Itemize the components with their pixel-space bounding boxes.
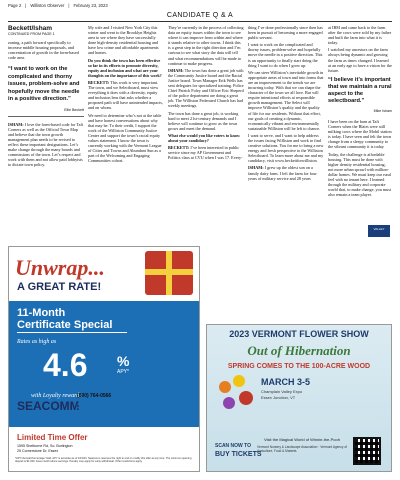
answer-paragraph (8, 122, 84, 168)
paragraph: zoning, a path forward specifically to increase middle housing proposals, and concentration of growth in the form-based code area. (8, 40, 79, 61)
paragraph: The town has done a great job, is working hard to meet 21st-century demands and I believe will continue to grow as the town grows and meet the demand. (168, 110, 239, 131)
issue-date: February 23, 2023 (73, 3, 108, 8)
page-header (8, 3, 392, 11)
question: What else would you like voters to know about your candidacy? (168, 132, 241, 143)
event-dates: MARCH 3-5 (261, 377, 311, 387)
buy-tickets-cta[interactable]: BUY TICKETS (215, 451, 262, 458)
paper-name: Williston Observer (30, 3, 65, 8)
answer-text: This work is very important. The town, and we Selectboard, must view everything it does with a diversity, equity and inclusion lens that asks whether a proposed path will have unintended impacts, and on whom. (88, 79, 163, 111)
article-column-1 (8, 25, 84, 243)
speaker-label: BECKETT: (168, 145, 190, 151)
ad-title: 2023 VERMONT FLOWER SHOW (229, 329, 369, 339)
rate-percent: % (117, 353, 130, 369)
article-column-5 (328, 25, 392, 243)
paragraph: I watched my ancestors on the farm always being dynamic and growing the farm as times changed. I learned at an early age to have a vision for the future. (328, 47, 392, 73)
paragraph: My wife and I visited New York City this winter and went to the Brooklyn Heights area to see where they have successfully done high-density residential housing and have low crime and affordable apartments and homes. (88, 25, 159, 56)
fine-print: *APY=Annual Percentage Yield. APY is accurate as of 1/15/23. SeaComm reserves the right to end or modify this offer at any time. The minimum opening deposit is $1,000. Fees could reduce earnings. Penalty may apply for early withdrawal. Other restrictions apply. (15, 457, 192, 463)
offer-certificate: Certificate Special (17, 319, 113, 331)
branch-address: 1595 Shelburne Rd, So. Burlington (17, 444, 73, 448)
ad-headline: Unwrap... (15, 255, 105, 280)
answer-text: The town has done a great job with the Community Justice board and the Racial Justice board. Town Manager Erik Wells has sent delegates for specialized training. Police Chief Patrick Foley and Officer Eric Sheperd of the police department are doing a great job. The Williston Federated Church has had weekly meetings. (168, 67, 244, 109)
header-separator: | (25, 3, 27, 8)
page-number: Page 2 (8, 3, 22, 8)
article-column-2 (88, 25, 164, 243)
paragraph: They’re currently in the process of collecting data on equity issues within the town to see where it can improve from within and where it stands relative to other towns. I think this is a great step in the right direction and I’m curious to see what story the data will tell and what recommendations will be made to continue to make progress. (168, 25, 244, 66)
qr-code-icon[interactable] (353, 437, 381, 465)
answer-paragraph (248, 165, 324, 180)
article-column-3 (168, 25, 244, 243)
question: Do you think the town has been effective so far in its efforts to promote diversity, equity and inclusion and what are your thoughts on the importance of this work? (88, 57, 162, 78)
loyalty-note: with Loyalty rewards (31, 393, 82, 399)
pull-quote-attribution: Ellie Beckett (8, 108, 84, 117)
paragraph: I want to work on the complicated and thorny issues, problem-solve and hopefully move the needle in a positive direction. This is an opportunity to finally start doing the thing I want to do when I grow up. (248, 42, 323, 68)
branch-address: 25 Cornerstone Dr, Essex (17, 449, 59, 453)
advertiser-badge: VALLEY (368, 225, 390, 237)
feature-line: Visit the Magical World of Winnie-the-Pooh (264, 437, 340, 442)
scan-prompt: SCAN NOW TO (215, 443, 252, 449)
answer-text: I’ve been interested in public service since my AP Government and Politics class at CVU when I was 17. Every- (168, 145, 243, 161)
paragraph: I have been on the barn at Taft Corners when the Blairs were still milking cows where the Mobil station is today. I have seen and felt the town change from a sleepy community to the vibrant community it is today. (328, 118, 392, 150)
answer-text: I love the form-based code for Taft Corners as well as the Official Town Map and believe that the town growth management plan needs to be revised to reflect these important designations. Let’s make change through the many boards and commissions of the town. Let’s respect and work with them and not allow paid lobbyists to dictate town policy. (8, 121, 84, 168)
continued-label: CONTINUED FROM PAGE 1 (8, 32, 55, 36)
paragraph: Today, the challenge is affordable housing. This must be done with higher density residential housing, not more urban sprawl with million-dollar homes. We must keep our rural feel with no tenant here. I learned through the military and corporate world that, to make change, you must also remain a team player. (328, 151, 392, 198)
speaker-label: ISHAM: (248, 165, 264, 171)
answer-text: I grew up the oldest son on a family dairy farm. I left the farm for four years of military service and 28 years (248, 165, 317, 181)
paragraph: at IBM and came back to the farm after the cows were sold by my father and built the farm into what it is today. (328, 25, 392, 46)
section-title: CANDIDATE Q & A (8, 12, 392, 22)
pull-quote: “I want to work on the complicated and thorny issues, problem-solve and hopefully move the needle in a positive direction.” (8, 66, 80, 103)
event-venue: Champlain Valley Expo (261, 389, 303, 394)
seacomm-advertisement[interactable] (8, 246, 200, 472)
event-location: Essex Junction, VT (261, 395, 296, 400)
pull-quote-attribution: Mike Isham (373, 108, 392, 113)
offer-term: 11-Month (17, 307, 66, 319)
rate-value: 4.6 (43, 347, 88, 383)
answer-paragraph (168, 145, 244, 160)
rate-apy: APY* (117, 369, 129, 375)
sponsors: Vermont Nursery & Landscape Association · Vermont Agency of Agriculture, Food & Markets (257, 445, 348, 453)
ad-website-link[interactable]: SeaComm.org (77, 401, 145, 412)
flower-show-advertisement[interactable] (206, 324, 392, 472)
ad-subhead: A GREAT RATE! (17, 281, 102, 293)
article-column-4 (248, 25, 324, 243)
speaker-label: BECKETT: (88, 79, 110, 85)
pull-quote: “I believe it’s important that we maintain a rural aspect to the selectboard.” (328, 76, 392, 104)
divider (17, 332, 127, 333)
ad-tagline: SPRING COMES TO THE 100-ACRE WOOD (227, 363, 371, 370)
paragraph: We need to determine who’s not at the table and have honest conversations about why that may be. To their credit, I support the work of the Williston Community Justice Center and support the town’s racial equity values statement. I know the town is currently working with the Vermont League of Cities and Towns and Abundant Sun as a part of the Welcoming and Engaging Communities cohort. (88, 112, 162, 164)
limited-offer: Limited Time Offer (17, 433, 88, 442)
ad-theme: Out of Hibernation (247, 343, 351, 358)
flower-illustration-icon (217, 375, 255, 415)
header-separator: | (68, 3, 70, 8)
paragraph: We can steer Williston’s inevitable growth in appropriate areas of town and into forms that are an improvement to the trends we are incurring today. With that we can shape the character of the town we all love. But will require intentional efforts at responsible growth management. The Select will improve Williston’s quality and the quality of life for our residents. Without that effort, our goals of creating a dynamic, economically vibrant and environmentally sustainable Williston will be left to chance. (248, 69, 324, 131)
answer-paragraph (88, 80, 164, 111)
answer-paragraph (168, 68, 244, 109)
paragraph: I want to serve, and I want to help address the issues facing Williston and work to find creative solutions. You for me to bring a new energy and fresh perspective to the Williston Selectboard. To learn more about me and my candidacy, visit www.beckettforwilliston. (248, 132, 324, 164)
article-byline: Beckett/Isham (8, 25, 53, 32)
brand-logo: SEACOMM (17, 399, 80, 413)
ad-phone[interactable]: (800) 764-0566 (77, 393, 112, 399)
speaker-label: ISHAM: (168, 67, 184, 73)
gift-box-icon (145, 251, 193, 295)
rate-lead-in: Rates as high as (17, 339, 57, 345)
paragraph: thing I’ve done professionally since then has been in pursuit of becoming a more engaged public servant. (248, 25, 323, 41)
speaker-label: ISHAM: (8, 121, 24, 127)
